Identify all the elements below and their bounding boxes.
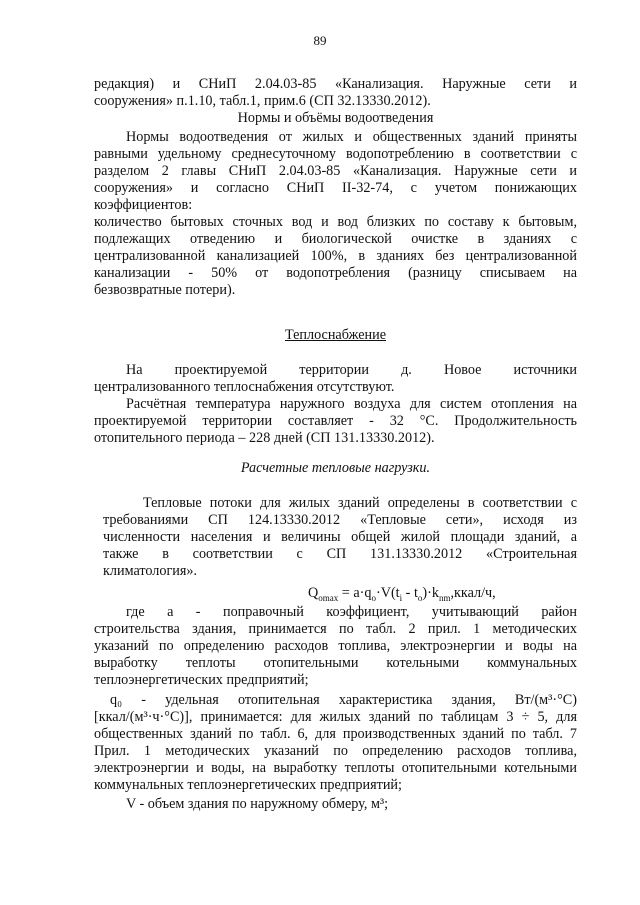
text-line: q₀ - удельная отопительная характеристика здания, Вт/(м³·°С) [110,692,577,708]
text-line: подлежащих отведению и биологической очистке в зданиях с [94,231,577,247]
text-line: требованиями СП 124.13330.2012 «Тепловые сети», исходя из [103,512,577,528]
formula-sub: omax [318,592,339,603]
text-line: сооружения» и согласно СНиП II-32-74, с учетом понижающих [94,180,577,196]
text-line: [ккал/(м³·ч·°С)], принимается: для жилых зданий по таблицам 3 ÷ 5, для [94,709,577,725]
text-line: проектируемой территории составляет - 32 °С. Продолжительность [94,413,577,429]
text-line: электроэнергии и воды, на выработку теплоты отопительными котельными [94,760,577,776]
text-line: указаний по определению расходов топлива, электроэнергии и воды на [94,638,577,654]
text-line: также в соответствии с СП 131.13330.2012 «Строительная [103,546,577,562]
text-line: централизованного теплоснабжения отсутствуют. [94,379,395,395]
section-heading-water-disposal: Нормы и объёмы водоотведения [237,110,434,126]
text-line: строительства здания, принимается по табл. 2 прил. 1 методических [94,621,577,637]
formula-sub: o [417,592,423,603]
text-line: редакция) и СНиП 2.04.03-85 «Канализация. Наружные сети и [94,76,577,92]
text-line: Нормы водоотведения от жилых и общественных зданий приняты [126,129,577,145]
text-line: На проектируемой территории д. Новое источники [126,362,577,378]
text-line: Тепловые потоки для жилых зданий определены в соответствии с [143,495,577,511]
text-line: Расчётная температура наружного воздуха для систем отопления на [126,396,577,412]
formula-part: ·V(t [375,585,400,601]
text-line: V - объем здания по наружному обмеру, м³; [126,796,389,812]
text-line: выработку теплоты отопительными котельными коммунальных [94,655,577,671]
text-line: разделом 2 главы СНиП 2.04.03-85 «Канализация. Наружные сети и [94,163,577,179]
formula-part: )·k [422,585,439,601]
text-line: где а - поправочный коэффициент, учитывающий район [126,604,577,620]
formula-part: ,ккал/ч, [450,585,496,601]
text-line: климатология». [103,563,198,579]
text-line: общественных зданий по табл. 6, для производственных зданий по табл. 7 [94,726,577,742]
formula-part: = a·q [338,585,372,601]
text-line: сооружения» п.1.10, табл.1, прим.6 (СП 32.13330.2012). [94,93,431,109]
text-line: коэффициентов: [94,197,193,213]
text-line: численности населения и величины общей жилой площади зданий, а [103,529,577,545]
formula-part: - t [402,585,418,601]
text-line: Прил. 1 методических указаний по определению расходов топлива, [94,743,577,759]
text-line: безвозвратные потери). [94,282,236,298]
formula-sub: o [371,592,376,603]
text-line: канализации - 50% от водопотребления (разницу списываем на [94,265,577,281]
text-line: отопительного периода – 228 дней (СП 131.13330.2012). [94,430,435,446]
text-line: равными удельному среднесуточному водопотреблению в соответствии с [94,146,577,162]
formula-sub: i [399,592,403,603]
heat-load-formula [308,585,496,602]
page-number: 89 [313,33,327,48]
text-line: коммунальных теплоэнергетических предприятий; [94,777,402,793]
text-line: теплоэнергетических предприятий; [94,672,309,688]
formula-part: Q [308,585,319,601]
text-line: централизованной канализацией 100%, в зданиях без централизованной [94,248,577,264]
text-line: количество бытовых сточных вод и вод близких по составу к бытовым, [94,214,577,230]
section-heading-heat-supply: Теплоснабжение [285,327,386,343]
formula-sub: nm [438,592,451,603]
section-heading-heat-loads: Расчетные тепловые нагрузки. [240,460,431,476]
